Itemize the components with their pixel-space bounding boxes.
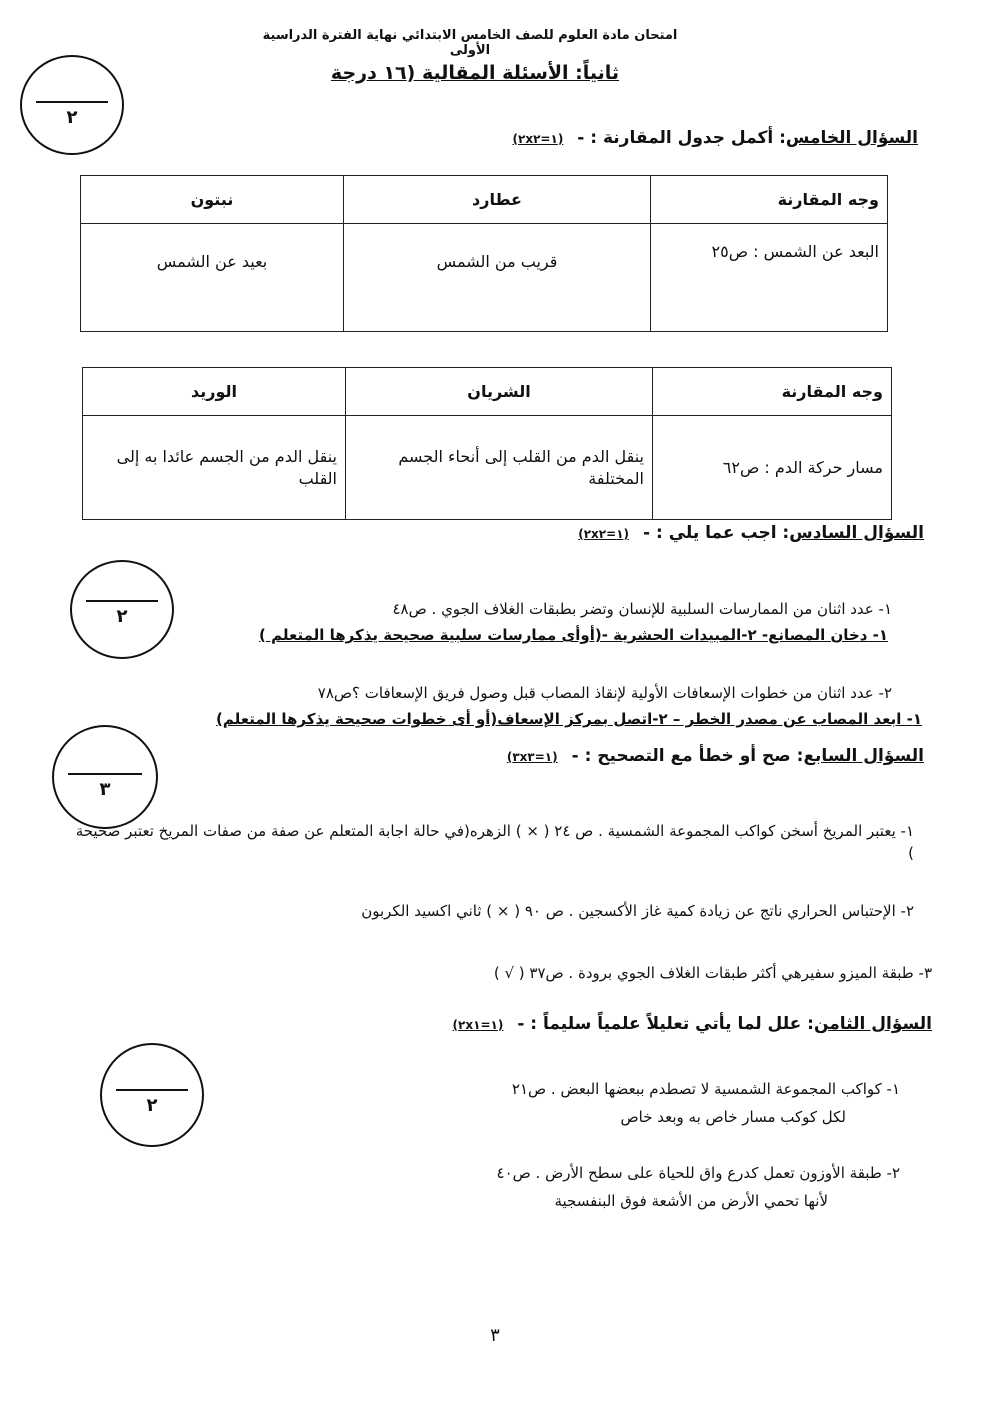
comparison-table-blood-vessels	[82, 367, 892, 520]
table-header: وجه المقارنة	[653, 368, 892, 416]
table-header: عطارد	[344, 176, 651, 224]
score-circle	[100, 1043, 204, 1147]
table-cell: قريب من الشمس	[344, 224, 651, 332]
q7-statement-1: ١- يعتبر المريخ أسخن كواكب المجموعة الشمسية . ص ٢٤ ( × ) الزهره(في حالة اجابة المتعلم عن صفة من صفات المريخ تعتبر صحيحة )	[75, 822, 914, 862]
exam-header: امتحان مادة العلوم للصف الخامس الابتدائي نهاية الفترة الدراسية الأولى	[262, 28, 678, 58]
q8-question-1: ١- كواكب المجموعة الشمسية لا تصطدم ببعضها البعض . ص٢١	[511, 1080, 900, 1098]
q8-answer-2: لأنها تحمي الأرض من الأشعة فوق البنفسجية	[554, 1192, 828, 1210]
score-value: ٢	[146, 1095, 158, 1116]
q6-marks: (٢x١=٢)	[578, 527, 629, 541]
q6-title: السؤال السادس: اجب عما يلي : -(٢x١=٢)	[578, 523, 924, 543]
q6-answer-2: ١- ابعد المصاب عن مصدر الخطر – ٢-اتصل بمركز الإسعاف(أو أى خطوات صحيحة يذكرها المتعلم)	[216, 710, 922, 728]
q7-marks: (٣x١=٣)	[506, 750, 558, 764]
score-value: ٣	[99, 779, 111, 800]
q5-title: السؤال الخامس: أكمل جدول المقارنة : -(٢x١=٢)	[512, 128, 918, 148]
q5-marks: (٢x١=٢)	[512, 132, 564, 146]
q7-statement-2: ٢- الإحتباس الحراري ناتج عن زيادة كمية غاز الأكسجين . ص ٩٠ ( × ) ثاني اكسيد الكربون	[361, 902, 914, 920]
page-number: ٣	[490, 1325, 500, 1346]
score-circle	[20, 55, 124, 155]
q8-title: السؤال الثامن: علل لما يأتي تعليلاً علمياً سليماً : -(٢x١=١)	[452, 1014, 932, 1034]
table-header: نبتون	[81, 176, 344, 224]
q6-question-1: ١- عدد اثنان من الممارسات السلبية للإنسان وتضر بطبقات الغلاف الجوي . ص٤٨	[392, 600, 892, 618]
table-cell: ينقل الدم من القلب إلى أنحاء الجسم المختلفة	[346, 416, 653, 520]
table-cell: مسار حركة الدم : ص٦٢	[653, 416, 892, 520]
table-header: الوريد	[83, 368, 346, 416]
table-cell: البعد عن الشمس : ص٢٥	[651, 224, 888, 332]
score-value: ٢	[116, 606, 128, 627]
q7-statement-3: ٣- طبقة الميزو سفيرهي أكثر طبقات الغلاف الجوي برودة . ص٣٧ ( √ )	[493, 964, 932, 982]
score-circle	[52, 725, 158, 829]
q8-answer-1: لكل كوكب مسار خاص به وبعد خاص	[620, 1108, 846, 1126]
score-value: ٢	[66, 107, 78, 128]
table-header: وجه المقارنة	[651, 176, 888, 224]
score-circle	[70, 560, 174, 659]
q8-marks: (٢x١=١)	[452, 1018, 504, 1032]
table-header: الشريان	[346, 368, 653, 416]
section-title: ثانياً: الأسئلة المقالية (١٦ درجة	[330, 62, 620, 84]
comparison-table-planets	[80, 175, 888, 332]
table-cell: بعيد عن الشمس	[81, 224, 344, 332]
table-cell: ينقل الدم من الجسم عائدا به إلى القلب	[83, 416, 346, 520]
q6-question-2: ٢- عدد اثنان من خطوات الإسعافات الأولية لإنقاذ المصاب قبل وصول فريق الإسعافات ؟ص٧٨	[317, 684, 892, 702]
q7-title: السؤال السابع: صح أو خطأ مع التصحيح : -(٣x١=٣)	[506, 746, 924, 766]
q8-question-2: ٢- طبقة الأوزون تعمل كدرع واق للحياة على سطح الأرض . ص٤٠	[496, 1164, 900, 1182]
q6-answer-1: ١- دخان المصانع- ٢-المبيدات الحشرية -(أوأى ممارسات سلبية صحيحة يذكرها المتعلم )	[259, 626, 888, 644]
